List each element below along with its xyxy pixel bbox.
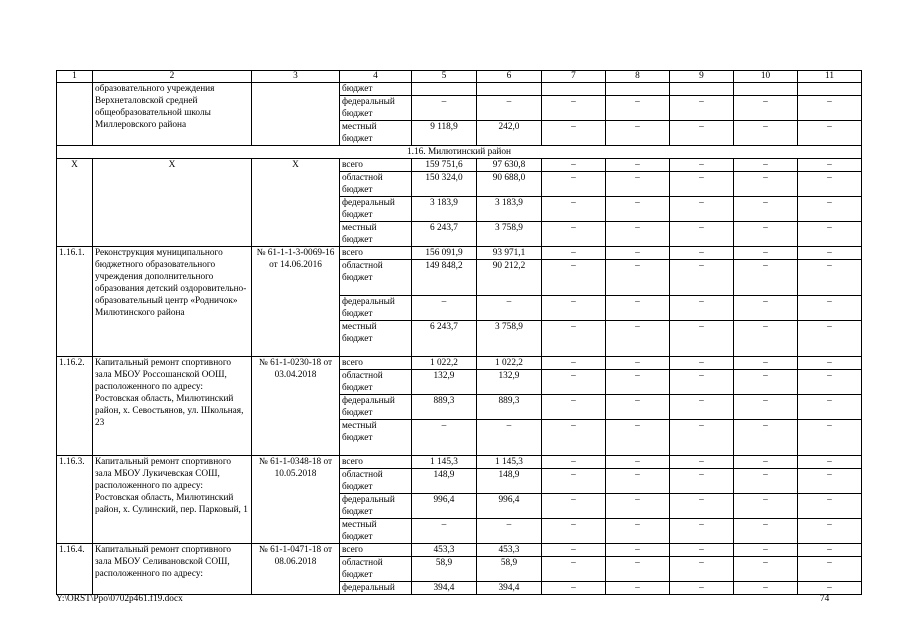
section-row xyxy=(57,146,862,159)
value-col-9: – xyxy=(670,519,734,544)
item-document: № 61-1-0348-18 от 10.05.2018 xyxy=(252,456,340,544)
value-col-8: – xyxy=(606,357,670,370)
value-col-10: – xyxy=(734,321,798,357)
value-col-8: – xyxy=(606,456,670,469)
budget-type: местный бюджет xyxy=(340,321,412,357)
value-col-10: – xyxy=(734,247,798,260)
item-row xyxy=(57,456,862,469)
budget-type: местный бюджет xyxy=(340,121,412,146)
value-col-7: – xyxy=(542,519,606,544)
item-name: Капитальный ремонт спортивного зала МБОУ Россошанской ООШ, расположенного по адресу: Ростовская область, Милютинский район, х. Севостьянов, ул. Школьная, 23 xyxy=(93,357,252,456)
value-col-9: – xyxy=(670,96,734,121)
value-col-5: 394,4 xyxy=(412,582,477,595)
item-name: Капитальный ремонт спортивного зала МБОУ Селивановской СОШ, расположенного по адресу: xyxy=(93,544,252,595)
value-col-5: 150 324,0 xyxy=(412,172,477,197)
budget-type: федеральный бюджет xyxy=(340,296,412,321)
value-col-9: – xyxy=(670,159,734,172)
value-col-6: 889,3 xyxy=(477,395,542,420)
value-col-11: – xyxy=(798,321,862,357)
value-col-7: – xyxy=(542,456,606,469)
section-title: 1.16. Милютинский район xyxy=(57,146,862,159)
value-col-7: – xyxy=(542,296,606,321)
value-col-11: – xyxy=(798,370,862,395)
total-row xyxy=(57,159,862,172)
value-col-5: 3 183,9 xyxy=(412,197,477,222)
budget-type: местный бюджет xyxy=(340,222,412,247)
value-col-8: – xyxy=(606,159,670,172)
value-col-7: – xyxy=(542,420,606,456)
value-col-5: 889,3 xyxy=(412,395,477,420)
value-col-9: – xyxy=(670,321,734,357)
value-col-9: – xyxy=(670,260,734,296)
item-number: 1.16.4. xyxy=(57,544,93,595)
value-col-8: – xyxy=(606,494,670,519)
value-col-10: – xyxy=(734,582,798,595)
value-col-11: – xyxy=(798,172,862,197)
value-col-7: – xyxy=(542,321,606,357)
total-number: Х xyxy=(57,159,93,247)
value-col-8: – xyxy=(606,557,670,582)
value-col-6: 90 688,0 xyxy=(477,172,542,197)
item-row xyxy=(57,247,862,260)
item-row xyxy=(57,357,862,370)
value-col-9: – xyxy=(670,395,734,420)
value-col-11: – xyxy=(798,357,862,370)
value-col-8: – xyxy=(606,582,670,595)
value-col-9: – xyxy=(670,494,734,519)
value-col-6: – xyxy=(477,96,542,121)
item-row xyxy=(57,83,862,96)
item-document: № 61-1-0471-18 от 08.06.2018 xyxy=(252,544,340,595)
value-col-5: 58,9 xyxy=(412,557,477,582)
value-col-5: 149 848,2 xyxy=(412,260,477,296)
value-col-6: 132,9 xyxy=(477,370,542,395)
value-col-10 xyxy=(734,83,798,96)
value-col-10: – xyxy=(734,260,798,296)
value-col-7: – xyxy=(542,222,606,247)
value-col-11: – xyxy=(798,557,862,582)
value-col-5: 1 145,3 xyxy=(412,456,477,469)
value-col-11: – xyxy=(798,519,862,544)
item-number: 1.16.2. xyxy=(57,357,93,456)
budget-type: всего xyxy=(340,456,412,469)
value-col-7: – xyxy=(542,544,606,557)
value-col-5: – xyxy=(412,420,477,456)
value-col-6: 3 758,9 xyxy=(477,222,542,247)
value-col-7: – xyxy=(542,96,606,121)
item-number: 1.16.1. xyxy=(57,247,93,357)
value-col-6: 58,9 xyxy=(477,557,542,582)
budget-type: всего xyxy=(340,247,412,260)
value-col-6: 242,0 xyxy=(477,121,542,146)
value-col-6: 996,4 xyxy=(477,494,542,519)
column-number-3: 3 xyxy=(252,71,340,83)
value-col-5: 156 091,9 xyxy=(412,247,477,260)
value-col-6: 394,4 xyxy=(477,582,542,595)
budget-type: областной бюджет xyxy=(340,557,412,582)
value-col-5: 9 118,9 xyxy=(412,121,477,146)
budget-type: федеральный бюджет xyxy=(340,96,412,121)
value-col-11 xyxy=(798,83,862,96)
value-col-10: – xyxy=(734,370,798,395)
value-col-6: 148,9 xyxy=(477,469,542,494)
value-col-5: 6 243,7 xyxy=(412,321,477,357)
column-number-11: 11 xyxy=(798,71,862,83)
value-col-10: – xyxy=(734,469,798,494)
value-col-7: – xyxy=(542,494,606,519)
value-col-8: – xyxy=(606,197,670,222)
value-col-10: – xyxy=(734,296,798,321)
value-col-9: – xyxy=(670,172,734,197)
item-number: 1.16.3. xyxy=(57,456,93,544)
value-col-10: – xyxy=(734,222,798,247)
budget-type: областной бюджет xyxy=(340,370,412,395)
item-name: Реконструкция муниципального бюджетного образовательного учреждения дополнительного образования детский оздоровительно-образовательный центр «Родничок» Милютинского района xyxy=(93,247,252,357)
budget-type: федеральный бюджет xyxy=(340,197,412,222)
value-col-5: 132,9 xyxy=(412,370,477,395)
column-number-6: 6 xyxy=(477,71,542,83)
value-col-9: – xyxy=(670,557,734,582)
value-col-10: – xyxy=(734,172,798,197)
column-number-7: 7 xyxy=(542,71,606,83)
item-document xyxy=(252,83,340,146)
budget-type: областной бюджет xyxy=(340,469,412,494)
value-col-9: – xyxy=(670,544,734,557)
value-col-6: 3 183,9 xyxy=(477,197,542,222)
value-col-7: – xyxy=(542,172,606,197)
budget-type: местный бюджет xyxy=(340,519,412,544)
value-col-7: – xyxy=(542,582,606,595)
value-col-11: – xyxy=(798,494,862,519)
item-name: Капитальный ремонт спортивного зала МБОУ Лукичевская СОШ, расположенного по адресу: Ростовская область, Милютинский район, х. Сулинский, пер. Парковый, 1 xyxy=(93,456,252,544)
value-col-10: – xyxy=(734,494,798,519)
value-col-11: – xyxy=(798,247,862,260)
value-col-8: – xyxy=(606,260,670,296)
value-col-9: – xyxy=(670,197,734,222)
footer-page-number: 74 xyxy=(820,594,830,604)
value-col-9: – xyxy=(670,222,734,247)
value-col-7: – xyxy=(542,357,606,370)
value-col-5: 6 243,7 xyxy=(412,222,477,247)
value-col-6: 453,3 xyxy=(477,544,542,557)
budget-type: местный бюджет xyxy=(340,420,412,456)
budget-table xyxy=(56,70,862,595)
value-col-10: – xyxy=(734,357,798,370)
budget-type: бюджет xyxy=(340,83,412,96)
value-col-10: – xyxy=(734,557,798,582)
value-col-11: – xyxy=(798,260,862,296)
column-number-row xyxy=(57,71,862,83)
value-col-8: – xyxy=(606,121,670,146)
value-col-8: – xyxy=(606,519,670,544)
value-col-10: – xyxy=(734,519,798,544)
column-number-2: 2 xyxy=(93,71,252,83)
value-col-11: – xyxy=(798,222,862,247)
value-col-7: – xyxy=(542,247,606,260)
value-col-11: – xyxy=(798,159,862,172)
value-col-8: – xyxy=(606,544,670,557)
value-col-10: – xyxy=(734,456,798,469)
value-col-10: – xyxy=(734,96,798,121)
budget-type: федеральный xyxy=(340,582,412,595)
value-col-7: – xyxy=(542,395,606,420)
value-col-9: – xyxy=(670,582,734,595)
column-number-1: 1 xyxy=(57,71,93,83)
value-col-6: 90 212,2 xyxy=(477,260,542,296)
value-col-5 xyxy=(412,83,477,96)
value-col-8: – xyxy=(606,395,670,420)
value-col-6 xyxy=(477,83,542,96)
value-col-11: – xyxy=(798,456,862,469)
value-col-9: – xyxy=(670,370,734,395)
value-col-6: 3 758,9 xyxy=(477,321,542,357)
item-document: № 61-1-0230-18 от 03.04.2018 xyxy=(252,357,340,456)
value-col-10: – xyxy=(734,420,798,456)
value-col-9: – xyxy=(670,469,734,494)
value-col-7: – xyxy=(542,260,606,296)
value-col-8: – xyxy=(606,222,670,247)
value-col-10: – xyxy=(734,159,798,172)
value-col-5: – xyxy=(412,96,477,121)
footer-file-path: Y:\ORST\Ppo\0702p461.f19.docx xyxy=(56,594,183,604)
value-col-6: 93 971,1 xyxy=(477,247,542,260)
value-col-8: – xyxy=(606,370,670,395)
value-col-8: – xyxy=(606,172,670,197)
value-col-8: – xyxy=(606,420,670,456)
value-col-7: – xyxy=(542,557,606,582)
value-col-9: – xyxy=(670,357,734,370)
item-number xyxy=(57,83,93,146)
total-name: Х xyxy=(93,159,252,247)
value-col-6: 97 630,8 xyxy=(477,159,542,172)
value-col-11: – xyxy=(798,296,862,321)
value-col-11: – xyxy=(798,420,862,456)
value-col-10: – xyxy=(734,544,798,557)
value-col-11: – xyxy=(798,395,862,420)
budget-type: всего xyxy=(340,357,412,370)
budget-type: областной бюджет xyxy=(340,172,412,197)
value-col-9: – xyxy=(670,456,734,469)
budget-type: областной бюджет xyxy=(340,260,412,296)
value-col-5: 148,9 xyxy=(412,469,477,494)
value-col-8: – xyxy=(606,469,670,494)
value-col-8 xyxy=(606,83,670,96)
value-col-11: – xyxy=(798,197,862,222)
value-col-9 xyxy=(670,83,734,96)
value-col-5: 453,3 xyxy=(412,544,477,557)
column-number-10: 10 xyxy=(734,71,798,83)
budget-type: всего xyxy=(340,544,412,557)
value-col-6: 1 145,3 xyxy=(477,456,542,469)
column-number-5: 5 xyxy=(412,71,477,83)
value-col-9: – xyxy=(670,296,734,321)
value-col-5: – xyxy=(412,296,477,321)
value-col-7: – xyxy=(542,370,606,395)
value-col-9: – xyxy=(670,420,734,456)
value-col-11: – xyxy=(798,121,862,146)
value-col-8: – xyxy=(606,96,670,121)
value-col-8: – xyxy=(606,296,670,321)
total-document: Х xyxy=(252,159,340,247)
value-col-7: – xyxy=(542,121,606,146)
value-col-11: – xyxy=(798,544,862,557)
value-col-8: – xyxy=(606,321,670,357)
value-col-5: – xyxy=(412,519,477,544)
value-col-6: – xyxy=(477,296,542,321)
column-number-8: 8 xyxy=(606,71,670,83)
value-col-9: – xyxy=(670,247,734,260)
value-col-6: – xyxy=(477,420,542,456)
value-col-11: – xyxy=(798,96,862,121)
budget-type: всего xyxy=(340,159,412,172)
value-col-7 xyxy=(542,83,606,96)
value-col-10: – xyxy=(734,121,798,146)
item-document: № 61-1-1-3-0069-16 от 14.06.2016 xyxy=(252,247,340,357)
budget-type: федеральный бюджет xyxy=(340,494,412,519)
value-col-9: – xyxy=(670,121,734,146)
value-col-8: – xyxy=(606,247,670,260)
value-col-5: 159 751,6 xyxy=(412,159,477,172)
value-col-11: – xyxy=(798,582,862,595)
value-col-6: – xyxy=(477,519,542,544)
item-row xyxy=(57,544,862,557)
value-col-10: – xyxy=(734,197,798,222)
column-number-9: 9 xyxy=(670,71,734,83)
value-col-7: – xyxy=(542,469,606,494)
item-name: образовательного учреждения Верхнеталовской средней общеобразовательной школы Миллеровского района xyxy=(93,83,252,146)
value-col-5: 996,4 xyxy=(412,494,477,519)
value-col-10: – xyxy=(734,395,798,420)
value-col-5: 1 022,2 xyxy=(412,357,477,370)
value-col-11: – xyxy=(798,469,862,494)
value-col-6: 1 022,2 xyxy=(477,357,542,370)
value-col-7: – xyxy=(542,197,606,222)
column-number-4: 4 xyxy=(340,71,412,83)
budget-type: федеральный бюджет xyxy=(340,395,412,420)
value-col-7: – xyxy=(542,159,606,172)
